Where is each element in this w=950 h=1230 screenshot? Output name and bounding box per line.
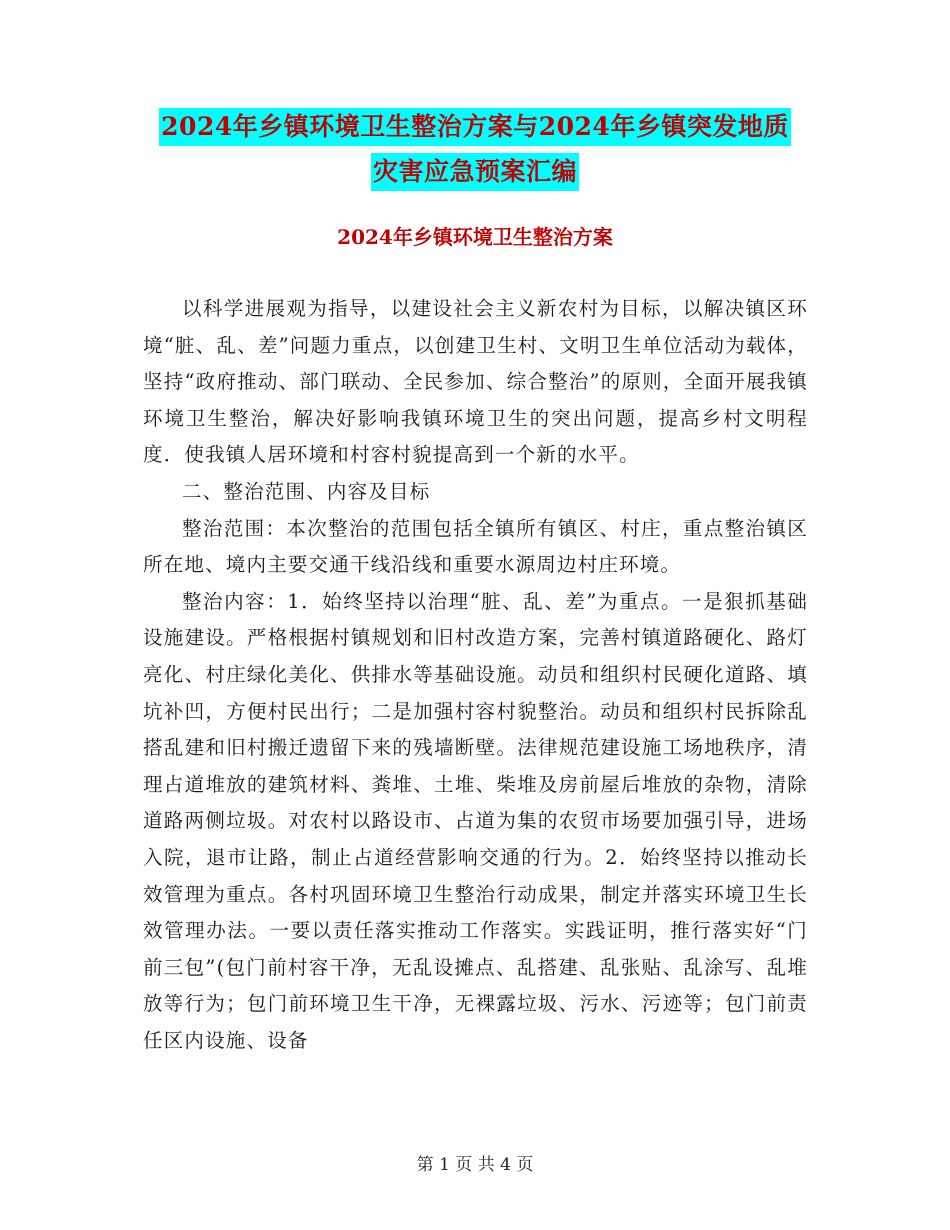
- paragraph-scope: 整治范围：本次整治的范围包括全镇所有镇区、村庄，重点整治镇区所在地、境内主要交通干线沿线和重要水源周边村庄环境。: [143, 516, 808, 577]
- paragraph-intro: 以科学进展观为指导，以建设社会主义新农村为目标，以解决镇区环境“脏、乱、差”问题力重点，以创建卫生村、文明卫生单位活动为载体，坚持“政府推动、部门联动、全民参加、综合整治”的原则，全面开展我镇环境卫生整治，解决好影响我镇环境卫生的突出问题，提高乡村文明程度．使我镇人居环境和村容村貌提高到一个新的水平。: [143, 297, 808, 467]
- paragraph-content: 整治内容：1．始终坚持以治理“脏、乱、差”为重点。一是狠抓基础设施建设。严格根据村镇规划和旧村改造方案，完善村镇道路硬化、路灯亮化、村庄绿化美化、供排水等基础设施。动员和组织村民硬化道路、填坑补凹，方便村民出行；二是加强村容村貌整治。动员和组织村民拆除乱搭乱建和旧村搬迁遗留下来的残墙断壁。法律规范建设施工场地秩序，清理占道堆放的建筑材料、粪堆、土堆、柴堆及房前屋后堆放的杂物，清除道路两侧垃圾。对农村以路设市、占道为集的农贸市场要加强引导，进场入院，退市让路，制止占道经营影响交通的行为。2．始终坚持以推动长效管理为重点。各村巩固环境卫生整治行动成果，制定并落实环境卫生长效管理办法。一要以责任落实推动工作落实。实践证明，推行落实好“门前三包”(包门前村容干净，无乱设摊点、乱搭建、乱张贴、乱涂写、乱堆放等行为；包门前环境卫生干净，无裸露垃圾、污水、污迹等；包门前责任区内设施、设备: [143, 589, 808, 1052]
- document-body: [143, 291, 808, 1059]
- section-title: 2024年乡镇环境卫生整治方案: [337, 225, 613, 249]
- title-line-2: 灾害应急预案汇编: [371, 153, 579, 191]
- document-title: [0, 108, 950, 198]
- page-footer: 第 1 页 共 4 页: [416, 1155, 534, 1175]
- title-line-1: 2024年乡镇环境卫生整治方案与2024年乡镇突发地质: [159, 108, 791, 146]
- paragraph-heading-scope: 二、整治范围、内容及目标: [182, 479, 431, 503]
